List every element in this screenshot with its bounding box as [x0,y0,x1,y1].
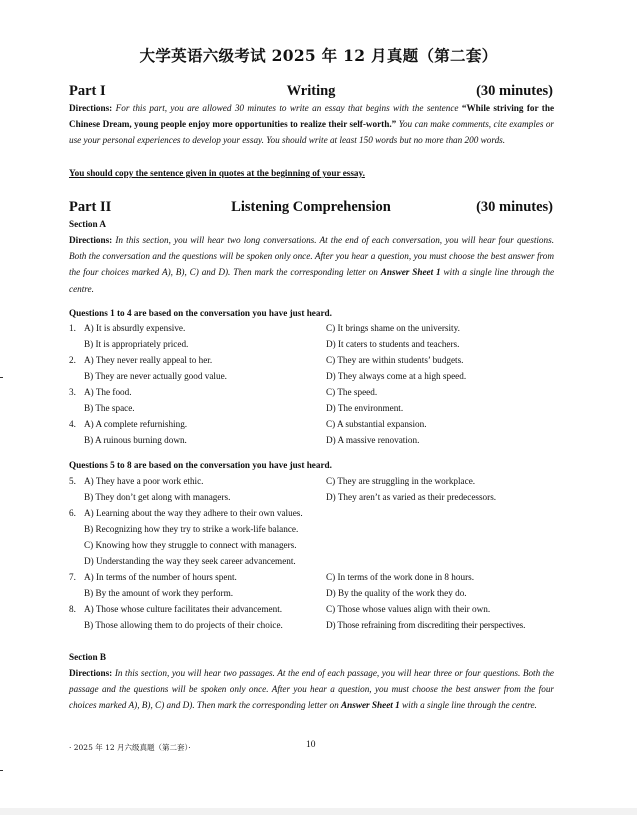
section-a-answer-sheet: Answer Sheet 1 [380,267,441,278]
q6-option-b: B) Recognizing how they try to strike a work-life balance. [84,524,299,534]
q6-option-d: D) Understanding the way they seek career advancement. [84,556,296,566]
part1-copy-note: You should copy the sentence given in quotes at the beginning of your essay. [69,168,365,178]
q5-option-b: B) They don’t get along with managers. [84,492,231,502]
part1-directions-label: Directions: [69,103,113,113]
q8-number: 8. [69,604,76,614]
q4-option-b: B) A ruinous burning down. [84,435,187,445]
q1-option-b: B) It is appropriately priced. [84,339,189,349]
section-b-directions-text: In this section, you will hear two passages. At the end of each passage, you will hear three or four questions. Both the passage and the questions will be spoken only once. After you hear a question, you must choose the best answer from the four choices marked A), B), C) and D). Then mark the corresponding letter on [69,668,555,711]
part1-label: Part I [69,83,106,99]
q6-option-c: C) Knowing how they struggle to connect with managers. [84,540,297,550]
q6-number: 6. [69,508,76,518]
q3-option-c: C) The speed. [326,387,378,397]
section-b-directions-end: with a single line through the centre. [402,700,537,711]
margin-mark [0,377,3,378]
section-a-directions [69,232,554,297]
part1-directions [69,100,554,149]
q2-option-c: C) They are within students’ budgets. [326,355,464,365]
q2-number: 2. [69,355,76,365]
q8-option-d: D) Those refraining from discrediting their perspectives. [326,620,526,630]
q5-option-a: A) They have a poor work ethic. [84,476,204,486]
q5-option-c: C) They are struggling in the workplace. [326,476,476,486]
part1-name: Writing [286,83,336,99]
q5-number: 5. [69,476,76,486]
q7-option-d: D) By the quality of the work they do. [326,588,467,598]
section-a-heading: Section A [69,219,107,229]
q1-option-c: C) It brings shame on the university. [326,323,460,333]
section-b-answer-sheet: Answer Sheet 1 [341,700,400,711]
section-b-directions [69,665,554,714]
part1-directions-requirements: You can make comments, cite examples or use your personal experiences to develop your essay. You should write at least 150 words but no more than 200 words. [69,119,555,146]
section-a-directions-text: In this section, you will hear two long conversations. At the end of each conversation, you will hear four questions. Both the conversation and the questions will be spoken only once. After you hear a question, you must choose the best answer from the four choices marked A), B), C) and D). Then mark the corresponding letter on [69,235,554,278]
part1-directions-intro: For this part, you are allowed 30 minutes to write an essay that begins with the sentence [115,103,459,113]
q1-option-d: D) It caters to students and teachers. [326,339,460,349]
section-a-directions-end: with a single line through the centre. [69,267,555,294]
q3-option-b: B) The space. [84,403,135,413]
part2-time: (30 minutes) [476,199,553,215]
q5-option-d: D) They aren’t as varied as their predecessors. [326,492,497,502]
q4-option-a: A) A complete refurnishing. [84,419,188,429]
q3-option-a: A) The food. [84,387,132,397]
questions-5-8-heading: Questions 5 to 8 are based on the conversation you have just heard. [69,460,332,470]
section-b-directions-label: Directions: [69,668,113,678]
page-number: 10 [306,740,316,750]
q7-option-c: C) In terms of the work done in 8 hours. [326,572,474,582]
part1-essay-prompt: “While striving for the Chinese Dream, young people enjoy more opportunities to realize their self-worth.” [69,103,555,130]
part2-header [69,199,553,219]
section-b-heading: Section B [69,652,107,662]
q7-number: 7. [69,572,76,582]
q8-option-c: C) Those whose values align with their own. [326,604,491,614]
q3-number: 3. [69,387,76,397]
section-a-directions-label: Directions: [69,235,113,245]
margin-mark [0,770,3,771]
q1-number: 1. [69,323,76,333]
q8-option-a: A) Those whose culture facilitates their advancement. [84,604,283,614]
q1-option-a: A) It is absurdly expensive. [84,323,186,333]
part2-name: Listening Comprehension [231,199,391,215]
part2-label: Part II [69,199,112,215]
q7-option-b: B) By the amount of work they perform. [84,588,234,598]
q6-option-a: A) Learning about the way they adhere to their own values. [84,508,303,518]
q7-option-a: A) In terms of the number of hours spent. [84,572,237,582]
q4-option-c: C) A substantial expansion. [326,419,427,429]
footer-label: · 2025 年 12 月六级真题（第二套）· [69,743,191,752]
q3-option-d: D) The environment. [326,403,404,413]
q4-option-d: D) A massive renovation. [326,435,420,445]
questions-1-4-heading: Questions 1 to 4 are based on the conversation you have just heard. [69,308,332,318]
q2-option-d: D) They always come at a high speed. [326,371,467,381]
q2-option-b: B) They are never actually good value. [84,371,227,381]
q8-option-b: B) Those allowing them to do projects of their choice. [84,620,283,630]
page-title: 大学英语六级考试 2025 年 12 月真题（第二套） [139,46,498,65]
q4-number: 4. [69,419,76,429]
part1-time: (30 minutes) [476,83,553,99]
q2-option-a: A) They never really appeal to her. [84,355,213,365]
